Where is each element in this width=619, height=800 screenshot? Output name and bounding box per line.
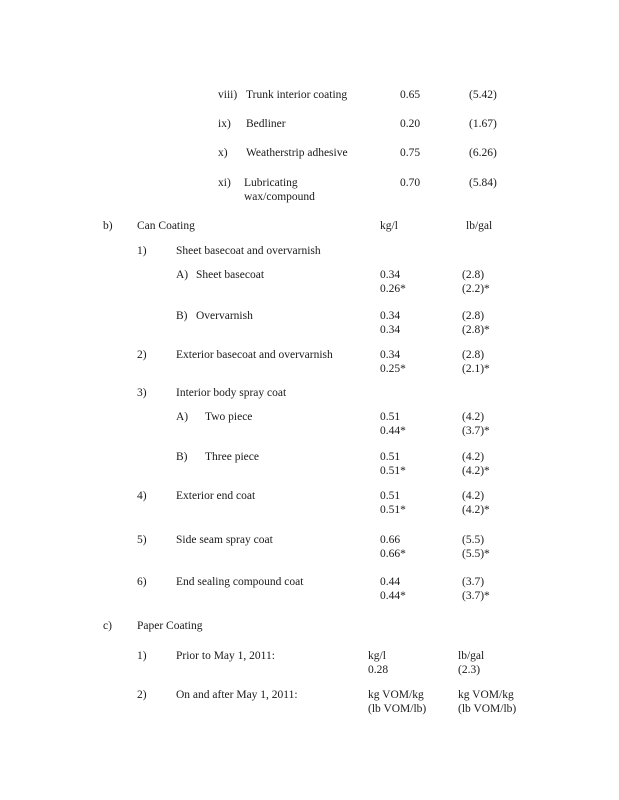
paper-prior-lbgal: (2.3) [458,664,481,676]
end-sealing-label: End sealing compound coat [176,576,304,588]
side-seam-lbgal-star: (5.5)* [462,548,490,560]
paper-prior-unit-kgl: kg/l [368,650,386,662]
paper-after-unit-imperial: (lb VOM/lb) [368,703,427,715]
exterior-lbgal: (2.8) [462,349,485,361]
paper-after-unit-si-2: kg VOM/kg [458,689,514,701]
item-viii-num: viii) [218,89,238,101]
sheet-b-num: B) [176,310,188,322]
exterior-kgl-star: 0.25* [380,363,406,375]
sheet-a-label: Sheet basecoat [196,269,265,281]
end-coat-kgl-star: 0.51* [380,504,406,516]
sheet-a-kgl-star: 0.26* [380,283,406,295]
side-seam-lbgal: (5.5) [462,534,485,546]
paper-prior-kgl: 0.28 [368,664,389,676]
can-coating-letter: b) [103,220,113,232]
sheet-b-label: Overvarnish [196,310,253,322]
item-ix-lbgal: (1.67) [469,118,497,130]
sheet-num: 1) [137,245,147,257]
paper-after-unit-si: kg VOM/kg [368,689,424,701]
interior-b-lbgal-star: (4.2)* [462,465,490,477]
sheet-a-lbgal: (2.8) [462,269,485,281]
exterior-num: 2) [137,349,147,361]
sheet-b-lbgal-star: (2.8)* [462,324,490,336]
interior-a-num: A) [176,411,189,423]
side-seam-kgl: 0.66 [380,534,401,546]
end-sealing-num: 6) [137,576,147,588]
can-unit-kgl: kg/l [380,220,398,232]
item-ix-num: ix) [218,118,231,130]
can-unit-lbgal: lb/gal [466,220,493,232]
end-coat-label: Exterior end coat [176,490,256,502]
end-sealing-lbgal: (3.7) [462,576,485,588]
interior-b-num: B) [176,451,188,463]
sheet-a-kgl: 0.34 [380,269,401,281]
paper-coating-letter: c) [103,620,112,632]
item-xi-label-cont: wax/compound [244,191,315,203]
paper-after-label: On and after May 1, 2011: [176,689,298,701]
item-viii-kgl: 0.65 [400,89,421,101]
item-xi-lbgal: (5.84) [469,177,497,189]
paper-after-num: 2) [137,689,147,701]
sheet-b-lbgal: (2.8) [462,310,485,322]
interior-a-kgl: 0.51 [380,411,401,423]
paper-coating-title: Paper Coating [137,620,203,632]
item-x-lbgal: (6.26) [469,147,497,159]
sheet-label: Sheet basecoat and overvarnish [176,245,321,257]
exterior-kgl: 0.34 [380,349,401,361]
item-xi-kgl: 0.70 [400,177,421,189]
sheet-b-kgl-star: 0.34 [380,324,401,336]
sheet-a-lbgal-star: (2.2)* [462,283,490,295]
exterior-label: Exterior basecoat and overvarnish [176,349,333,361]
item-ix-label: Bedliner [246,118,286,130]
item-viii-lbgal: (5.42) [469,89,497,101]
item-ix-kgl: 0.20 [400,118,421,130]
interior-b-lbgal: (4.2) [462,451,485,463]
side-seam-num: 5) [137,534,147,546]
interior-b-kgl: 0.51 [380,451,401,463]
side-seam-kgl-star: 0.66* [380,548,406,560]
can-coating-title: Can Coating [137,220,195,232]
end-coat-kgl: 0.51 [380,490,401,502]
interior-a-lbgal: (4.2) [462,411,485,423]
item-x-label: Weatherstrip adhesive [246,147,348,159]
interior-b-kgl-star: 0.51* [380,465,406,477]
side-seam-label: Side seam spray coat [176,534,273,546]
item-xi-num: xi) [218,177,231,189]
interior-b-label: Three piece [205,451,259,463]
end-coat-num: 4) [137,490,147,502]
interior-a-label: Two piece [205,411,253,423]
item-viii-label: Trunk interior coating [246,89,348,101]
exterior-lbgal-star: (2.1)* [462,363,490,375]
paper-after-unit-imperial-2: (lb VOM/lb) [458,703,517,715]
end-coat-lbgal-star: (4.2)* [462,504,490,516]
interior-a-lbgal-star: (3.7)* [462,425,490,437]
item-x-kgl: 0.75 [400,147,421,159]
paper-prior-unit-lbgal: lb/gal [458,650,485,662]
item-x-num: x) [218,147,228,159]
end-sealing-kgl: 0.44 [380,576,401,588]
end-coat-lbgal: (4.2) [462,490,485,502]
sheet-a-num: A) [176,269,189,281]
interior-label: Interior body spray coat [176,387,287,399]
paper-prior-num: 1) [137,650,147,662]
end-sealing-kgl-star: 0.44* [380,590,406,602]
paper-prior-label: Prior to May 1, 2011: [176,650,275,662]
item-xi-label: Lubricating [244,177,298,189]
sheet-b-kgl: 0.34 [380,310,401,322]
interior-a-kgl-star: 0.44* [380,425,406,437]
end-sealing-lbgal-star: (3.7)* [462,590,490,602]
interior-num: 3) [137,387,147,399]
